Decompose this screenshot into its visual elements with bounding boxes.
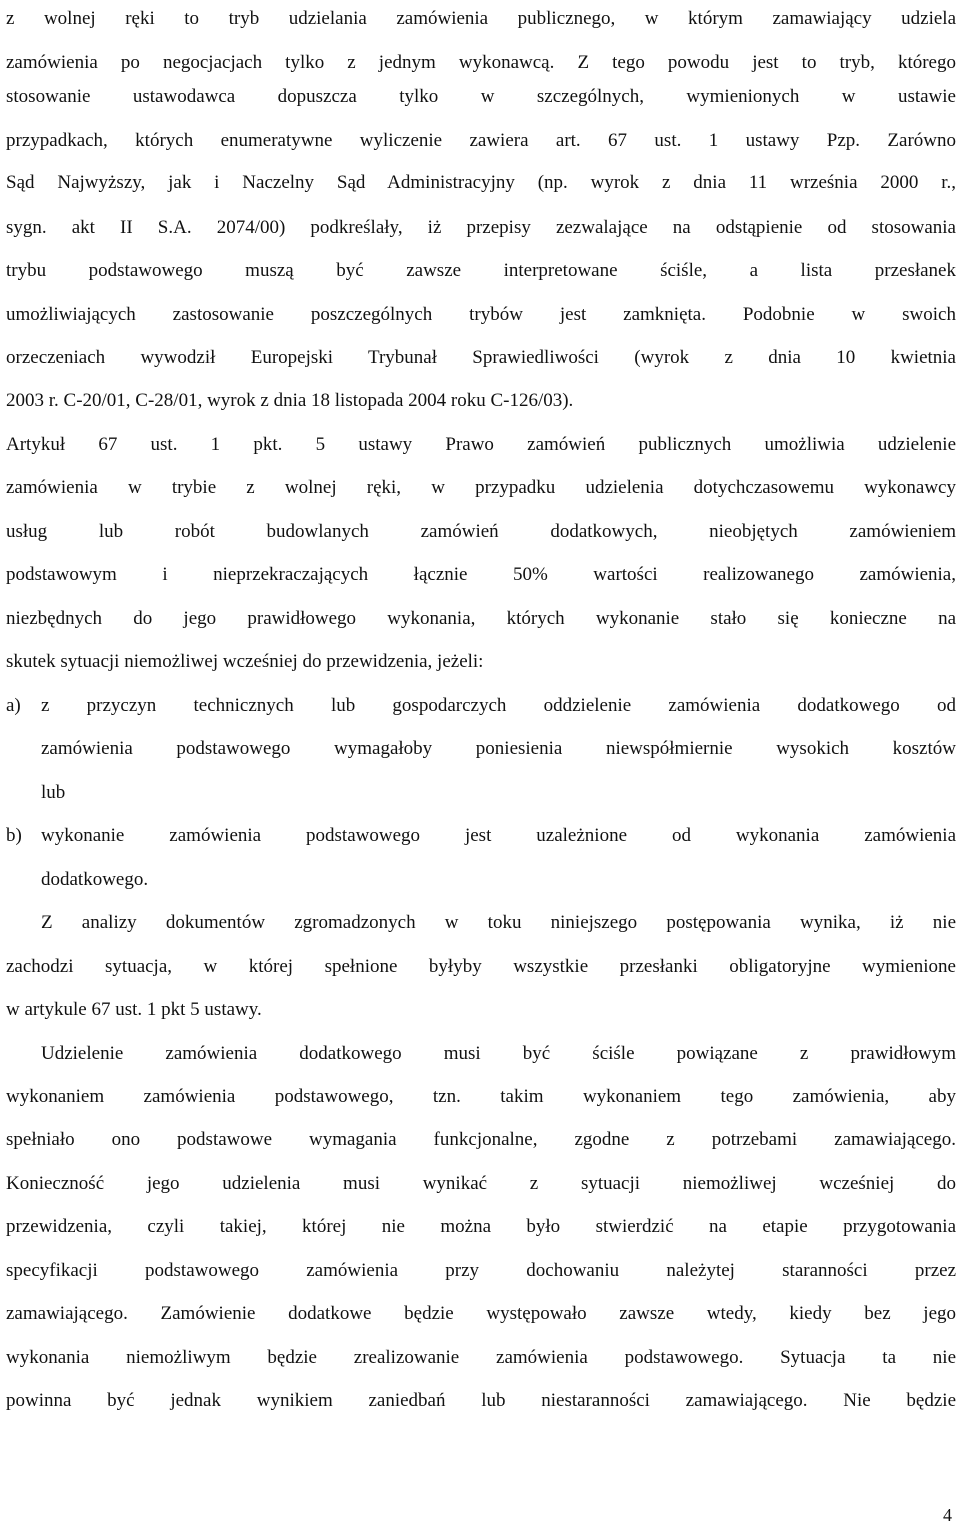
text-line: powinna być jednak wynikiem zaniedbań lub niestaranności zamawiającego. Nie będzie: [6, 1390, 956, 1411]
list-text-line: z przyczyn technicznych lub gospodarczych oddzielenie zamówienia dodatkowego od: [41, 695, 956, 716]
text-line: wykonania niemożliwym będzie zrealizowanie zamówienia podstawowego. Sytuacja ta nie: [6, 1347, 956, 1368]
text-line: podstawowym i nieprzekraczających łącznie 50% wartości realizowanego zamówienia,: [6, 564, 956, 585]
page-number: 4: [943, 1505, 952, 1525]
list-marker: b): [6, 825, 22, 846]
text-line: umożliwiających zastosowanie poszczególnych trybów jest zamknięta. Podobnie w swoich: [6, 304, 956, 325]
text-line: niezbędnych do jego prawidłowego wykonania, których wykonanie stało się konieczne na: [6, 608, 956, 629]
list-item-b: [6, 821, 956, 851]
text-line: spełniało ono podstawowe wymagania funkcjonalne, zgodne z potrzebami zamawiającego.: [6, 1129, 956, 1150]
text-line: trybu podstawowego muszą być zawsze interpretowane ściśle, a lista przesłanek: [6, 260, 956, 281]
text-line: stosowanie ustawodawca dopuszcza tylko w szczególnych, wymienionych w ustawie: [6, 86, 956, 107]
text-line: 2003 r. C-20/01, C-28/01, wyrok z dnia 18 listopada 2004 roku C-126/03).: [6, 390, 574, 411]
list-text-line: dodatkowego.: [41, 869, 149, 890]
text-line: zachodzi sytuacja, w której spełnione byłyby wszystkie przesłanki obligatoryjne wymienione: [6, 956, 956, 977]
text-line: przypadkach, których enumeratywne wyliczenie zawiera art. 67 ust. 1 ustawy Pzp. Zarówno: [6, 130, 956, 151]
list-text-line: lub: [41, 782, 66, 803]
text-line: Artykuł 67 ust. 1 pkt. 5 ustawy Prawo zamówień publicznych umożliwia udzielenie: [6, 434, 956, 455]
text-line: w artykule 67 ust. 1 pkt 5 ustawy.: [6, 999, 262, 1020]
text-line: wykonaniem zamówienia podstawowego, tzn. takim wykonaniem tego zamówienia, aby: [6, 1086, 956, 1107]
paragraph-first-line: Udzielenie zamówienia dodatkowego musi być ściśle powiązane z prawidłowym: [41, 1043, 956, 1064]
list-marker: a): [6, 695, 21, 716]
text-line: z wolnej ręki to tryb udzielania zamówienia publicznego, w którym zamawiający udziela: [6, 8, 956, 29]
text-line: orzeczeniach wywodził Europejski Trybunał Sprawiedliwości (wyrok z dnia 10 kwietnia: [6, 347, 956, 368]
list-text-line: wykonanie zamówienia podstawowego jest uzależnione od wykonania zamówienia: [41, 825, 956, 846]
text-line: zamówienia w trybie z wolnej ręki, w przypadku udzielenia dotychczasowemu wykonawcy: [6, 477, 956, 498]
text-line: Konieczność jego udzielenia musi wynikać z sytuacji niemożliwej wcześniej do: [6, 1173, 956, 1194]
text-line: skutek sytuacji niemożliwej wcześniej do przewidzenia, jeżeli:: [6, 651, 484, 672]
text-line: zamówienia po negocjacjach tylko z jednym wykonawcą. Z tego powodu jest to tryb, którego: [6, 52, 956, 73]
list-text-line: zamówienia podstawowego wymagałoby poniesienia niewspółmiernie wysokich kosztów: [41, 738, 956, 759]
list-item-a: [6, 691, 956, 721]
text-line: specyfikacji podstawowego zamówienia przy dochowaniu należytej staranności przez: [6, 1260, 956, 1281]
text-line: usług lub robót budowlanych zamówień dodatkowych, nieobjętych zamówieniem: [6, 521, 956, 542]
paragraph-first-line: Z analizy dokumentów zgromadzonych w toku niniejszego postępowania wynika, iż nie: [41, 912, 956, 933]
text-line: Sąd Najwyższy, jak i Naczelny Sąd Administracyjny (np. wyrok z dnia 11 września 2000 r.,: [6, 172, 956, 193]
text-line: zamawiającego. Zamówienie dodatkowe będzie występowało zawsze wtedy, kiedy bez jego: [6, 1303, 956, 1324]
text-line: sygn. akt II S.A. 2074/00) podkreślały, iż przepisy zezwalające na odstąpienie od stosowania: [6, 217, 956, 238]
text-line: przewidzenia, czyli takiej, której nie można było stwierdzić na etapie przygotowania: [6, 1216, 956, 1237]
